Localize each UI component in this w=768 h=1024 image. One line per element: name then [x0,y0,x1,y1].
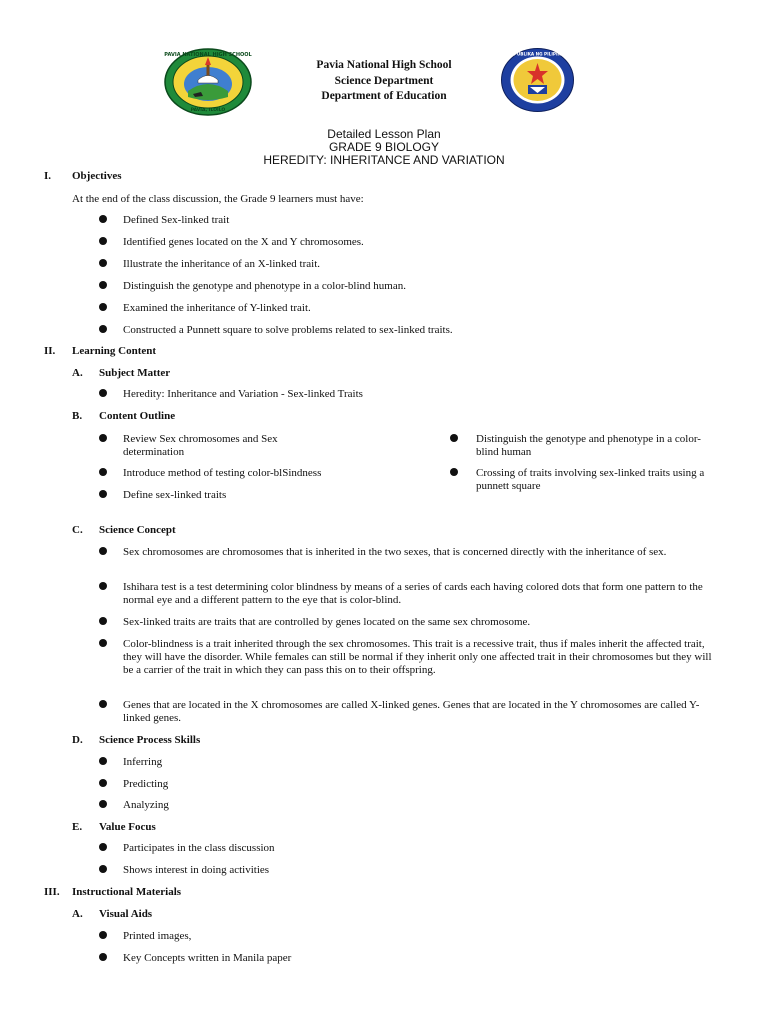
list-item: Printed images, [123,930,192,942]
school-name: Pavia National High School [316,59,452,71]
list-item: Crossing of traits involving sex-linked traits using a punnett square [476,467,705,492]
agency-name: Department of Education [321,90,447,102]
section-heading-objectives: Objectives [72,170,122,182]
bullet-icon [99,757,107,765]
bullet-icon [450,434,458,442]
subsection-letter: A. [72,908,83,920]
department-name: Science Department [334,74,434,87]
bullet-icon [450,468,458,476]
bullet-icon [99,281,107,289]
subsection-heading-science-concept: Science Concept [99,524,176,536]
title-line-2: GRADE 9 BIOLOGY [328,140,440,154]
bullet-icon [99,639,107,647]
document-title [0,128,768,167]
subsection-letter: D. [72,734,83,746]
title-line-1: Detailed Lesson Plan [327,127,441,141]
bullet-icon [99,865,107,873]
list-item: Analyzing [123,799,169,811]
list-item: Predicting [123,778,169,790]
title-line-3: HEREDITY: INHERITANCE AND VARIATION [263,153,505,167]
deped-seal-logo [500,47,575,113]
list-item: Key Concepts written in Manila paper [123,952,292,964]
bullet-icon [99,303,107,311]
bullet-icon [99,259,107,267]
bullet-icon [99,215,107,223]
objectives-intro: At the end of the class discussion, the Grade 9 learners must have: [72,193,364,205]
bullet-icon [99,582,107,590]
section-heading-learning-content: Learning Content [72,345,157,357]
left-logo-bottom-text: PAVIA, ILOILO [190,108,226,113]
list-item: Introduce method of testing color-blSindness [123,467,322,479]
list-item: Sex chromosomes are chromosomes that is inherited in the two sexes, that is concerned directly with the inheritance of sex. [123,546,667,558]
list-item: Examined the inheritance of Y-linked trait. [123,302,311,314]
list-item: Identified genes located on the X and Y chromosomes. [123,236,364,248]
list-item: Heredity: Inheritance and Variation - Sex-linked Traits [123,388,363,400]
subsection-letter: B. [72,410,83,422]
section-numeral: I. [44,170,52,182]
left-logo-text: PAVIA NATIONAL HIGH SCHOOL [164,52,252,58]
subsection-letter: C. [72,524,83,536]
list-item: Ishihara test is a test determining color blindness by means of a series of cards each having colored dots that form one pattern to the normal eye and a different pattern to the eye that is color-blind. [123,581,703,606]
list-item: Color-blindness is a trait inherited through the sex chromosomes. This trait is a recessive trait, thus if males inherit the affected trait, they will have the disorder. While females can still be normal if they inherit only one affected trait in their chromosomes but they will be a carrier of the trait in which they can pass this on to their offspring. [123,638,712,676]
bullet-icon [99,434,107,442]
bullet-icon [99,389,107,397]
subsection-letter: A. [72,367,83,379]
subsection-letter: E. [72,821,83,833]
list-item: Distinguish the genotype and phenotype in a color-blind human. [123,280,406,292]
bullet-icon [99,468,107,476]
bullet-icon [99,779,107,787]
subsection-heading-visual-aids: Visual Aids [99,908,153,920]
bullet-icon [99,490,107,498]
bullet-icon [99,843,107,851]
subsection-heading-content-outline: Content Outline [99,410,176,422]
bullet-icon [99,931,107,939]
list-item: Participates in the class discussion [123,842,275,854]
list-item: Illustrate the inheritance of an X-linked trait. [123,258,321,270]
list-item: Shows interest in doing activities [123,864,270,876]
section-heading-instructional-materials: Instructional Materials [72,886,182,898]
subsection-heading-process-skills: Science Process Skills [99,734,201,746]
list-item: Constructed a Punnett square to solve problems related to sex-linked traits. [123,324,453,336]
list-item: Genes that are located in the X chromosomes are called X-linked genes. Genes that are located in the Y chromosomes are called Y-linked genes. [123,699,700,724]
school-header [0,58,768,105]
bullet-icon [99,617,107,625]
section-numeral: II. [44,345,56,357]
bullet-icon [99,700,107,708]
section-numeral: III. [44,886,60,898]
list-item: Inferring [123,756,163,768]
right-logo-text: REPUBLIKA NG PILIPINAS [507,51,568,57]
bullet-icon [99,953,107,961]
list-item: Defined Sex-linked trait [123,214,230,226]
list-item: Define sex-linked traits [123,489,227,501]
bullet-icon [99,800,107,808]
list-item: Review Sex chromosomes and Sex determination [123,433,278,458]
subsection-heading-subject-matter: Subject Matter [99,367,171,379]
list-item: Distinguish the genotype and phenotype in a color-blind human [476,433,701,458]
bullet-icon [99,325,107,333]
subsection-heading-value-focus: Value Focus [99,821,156,833]
bullet-icon [99,237,107,245]
list-item: Sex-linked traits are traits that are controlled by genes located on the same sex chromosome. [123,616,531,628]
bullet-icon [99,547,107,555]
